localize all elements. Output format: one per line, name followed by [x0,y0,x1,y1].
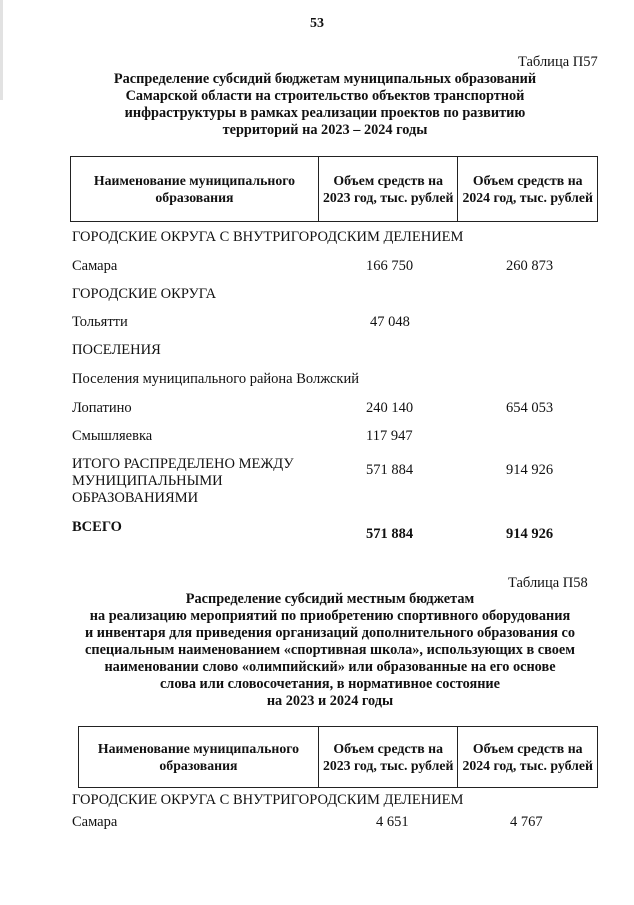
table-row-total-distributed: ИТОГО РАСПРЕДЕЛЕНО МЕЖДУ МУНИЦИПАЛЬНЫМИ ОБРАЗОВАНИЯМИ [72,456,294,506]
table57-title-line: территорий на 2023 – 2024 годы [222,122,428,138]
table58-title-line: специальным наименованием «спортивная школа», использующих в своем [85,642,575,658]
table57-header-2024: Объем средств на 2024 год, тыс. рублей [458,157,598,222]
table-row-section: ПОСЕЛЕНИЯ [72,342,161,358]
table58-label: Таблица П58 [508,575,588,591]
table-row-name: Смышляевка [72,428,153,444]
table58-title-line: и инвентаря для приведения организаций дополнительного образования со [84,625,576,641]
table57-title-line: Распределение субсидий бюджетам муниципальных образований [113,71,537,87]
table57-header [70,156,598,222]
table57-label: Таблица П57 [518,54,598,70]
table-row-name: Самара [72,258,118,274]
table-row-value-2023: 571 884 [366,462,414,478]
table-row-name: Тольятти [72,314,128,330]
table-row-value-2023: 47 048 [370,314,410,330]
table-row-section: ГОРОДСКИЕ ОКРУГА С ВНУТРИГОРОДСКИМ ДЕЛЕНИЕМ [72,229,464,245]
table58-title-line: слова или словосочетания, в нормативное состояние [159,676,501,692]
table-row-value-2024: 914 926 [506,526,554,542]
table58-title-line: Распределение субсидий местным бюджетам [185,591,475,607]
table-row-value-2023: 117 947 [366,428,413,444]
table-row-section: ГОРОДСКИЕ ОКРУГА [72,286,217,302]
table-row-value-2024: 654 053 [506,400,554,416]
table-row-value-2023: 240 140 [366,400,414,416]
table-row-grand-total: ВСЕГО [72,519,122,535]
table58-title-line: на 2023 и 2024 годы [266,693,394,709]
table58-header-2023: Объем средств на 2023 год, тыс. рублей [318,727,458,788]
table57-title-line: инфраструктуры в рамках реализации проектов по развитию [124,105,526,121]
table-row-value-2023: 166 750 [366,258,414,274]
table-row-value-2024: 914 926 [506,462,554,478]
page-number: 53 [310,16,324,31]
table57-title [60,71,590,139]
table58-header-name: Наименование муниципального образования [79,727,319,788]
table-row-section: ГОРОДСКИЕ ОКРУГА С ВНУТРИГОРОДСКИМ ДЕЛЕНИЕМ [72,792,464,808]
table57-header-2023: Объем средств на 2023 год, тыс. рублей [318,157,458,222]
table58-title-line: наименовании слово «олимпийский» или образованные на его основе [104,659,556,675]
table-row-value-2024: 260 873 [506,258,554,274]
scan-margin-rule [0,0,3,100]
table57-header-name: Наименование муниципального образования [71,157,319,222]
table-row-name: Самара [72,814,118,830]
table-row-name: Лопатино [72,400,132,416]
table58-header [78,726,598,788]
table58-header-2024: Объем средств на 2024 год, тыс. рублей [458,727,598,788]
table-row-value-2024: 4 767 [510,814,543,830]
table58-title [40,591,620,710]
table58-title-line: на реализацию мероприятий по приобретению спортивного оборудования [89,608,571,624]
table-row-subsection: Поселения муниципального района Волжский [72,371,359,387]
table57-title-line: Самарской области на строительство объектов транспортной [125,88,525,104]
table-row-value-2023: 571 884 [366,526,414,542]
table-row-value-2023: 4 651 [376,814,409,830]
